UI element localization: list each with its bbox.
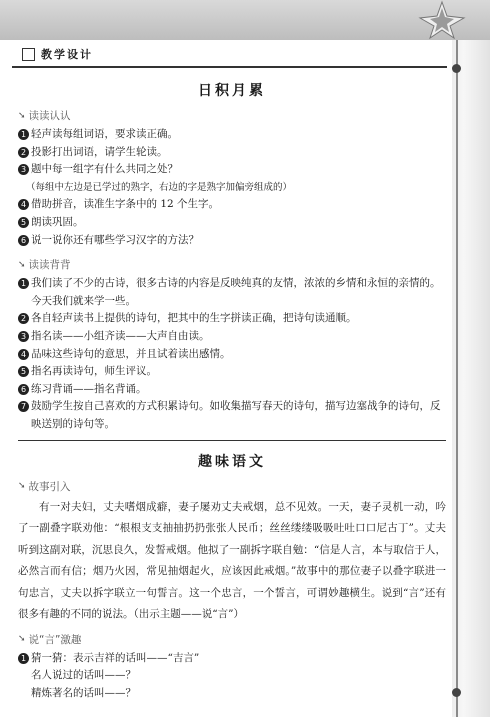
right-margin-rail [452, 40, 490, 717]
list-item [18, 196, 446, 214]
list-item [18, 650, 446, 668]
question-line: 名人说过的话叫——？ [31, 669, 136, 682]
subheading [18, 632, 446, 647]
item-text: 轻声读每组词语，要求读正确。 [31, 128, 178, 140]
list-item [18, 381, 446, 399]
top-band [0, 0, 490, 40]
star-decoration-icon [416, 0, 468, 40]
list-item [18, 275, 446, 310]
rail-dot-icon [452, 688, 461, 697]
number-badge: 3 [18, 331, 29, 342]
note-text: （每组中左边是已学过的熟字，右边的字是熟字加偏旁组成的） [26, 181, 293, 193]
item-text: 指名读——小组齐读——大声自由读。 [31, 329, 210, 342]
list-item [18, 144, 446, 162]
subheading-text: 读读认认 [28, 110, 71, 122]
item-text: 题中每一组字有什么共同之处？ [31, 163, 178, 176]
page-header [12, 42, 447, 68]
section-title: 趣味语文 [198, 453, 266, 470]
item-text: 说一说你还有哪些学习汉字的方法？ [31, 233, 199, 246]
list-item [18, 126, 446, 144]
arrow-icon: ➘ [18, 634, 26, 644]
item-text: 朗读巩固。 [31, 215, 84, 228]
number-badge: 3 [18, 164, 29, 175]
item-text: 练习背诵——指名背诵。 [31, 382, 147, 395]
number-badge: 6 [18, 384, 29, 395]
section-title: 日积月累 [198, 83, 266, 99]
number-badge: 1 [18, 129, 29, 140]
number-badge: 2 [18, 147, 29, 158]
item-text: 品味这些诗句的意思，并且试着读出感情。 [31, 347, 231, 360]
item-text: 鼓励学生按自己喜欢的方式积累诗句。如收集描写春天的诗句，描写边塞战争的诗句，反映送别的诗句等。 [31, 400, 441, 430]
header-label: 教学设计 [41, 48, 93, 61]
item-text: 指名再读诗句，师生评议。 [31, 365, 157, 378]
subheading-text: 故事引入 [28, 480, 71, 493]
number-badge: 2 [18, 313, 29, 324]
number-badge: 7 [18, 401, 29, 412]
list-item [18, 328, 446, 346]
subheading [18, 257, 446, 272]
subheading [18, 108, 446, 123]
list-item [18, 214, 446, 232]
item-text: 猜一猜：表示吉祥的话叫——“吉言” [31, 651, 200, 664]
list-item [18, 346, 446, 364]
arrow-icon: ➘ [18, 110, 26, 121]
item-text: 借助拼音，读准生字条中的 12 个生字。 [31, 198, 220, 211]
list-item [18, 363, 446, 381]
arrow-icon: ➘ [18, 481, 26, 491]
rail-dot-icon [452, 64, 461, 73]
item-text: 各自轻声读书上提供的诗句，把其中的生字拼读正确，把诗句读通顺。 [31, 312, 357, 325]
number-badge: 4 [18, 349, 29, 360]
item-text: 投影打出词语，请学生轮读。 [31, 145, 168, 158]
rail-line [456, 40, 458, 717]
section-divider [18, 440, 446, 441]
subheading [18, 479, 446, 494]
list-item [18, 161, 446, 179]
story-paragraph: 有一对夫妇，丈夫嗜烟成癖，妻子屡劝丈夫戒烟，总不见效。一天，妻子灵机一动，吟了一副叠字联劝他：“根根支支抽抽扔扔张张人民币；丝丝缕缕吸吸吐吐口口尼古丁”。丈夫听到这副对联，沉思良久，发誓戒烟。他拟了一副拆字联自勉：“信是人言，本与取信于人，必然言而有信；烟乃火因，常见抽烟起火，应该因此戒烟。”故事中的那位妻子以叠字联进一句忠言，丈夫以拆字联立一句誓言。这一个忠言，一个誓言，可谓妙趣横生。说到“言”还有很多有趣的不同的说法。（出示主题——说“言”） [18, 500, 446, 620]
subheading-text: 说“言”激趣 [28, 633, 82, 646]
number-badge: 5 [18, 366, 29, 377]
number-badge: 6 [18, 235, 29, 246]
list-item [18, 310, 446, 328]
content [18, 80, 446, 702]
list-item [18, 232, 446, 250]
item-text: 我们读了不少的古诗，很多古诗的内容是反映纯真的友情，浓浓的乡情和永恒的亲情的。今天我们就来学一些。 [31, 277, 441, 307]
number-badge: 5 [18, 217, 29, 228]
subheading-text: 读读背背 [28, 259, 71, 272]
header-square-icon [22, 48, 35, 61]
question-line: 精炼著名的话叫——？ [31, 686, 136, 699]
number-badge: 4 [18, 199, 29, 210]
number-badge: 1 [18, 278, 29, 289]
list-item [18, 398, 446, 433]
arrow-icon: ➘ [18, 259, 26, 270]
number-badge: 1 [18, 653, 29, 664]
